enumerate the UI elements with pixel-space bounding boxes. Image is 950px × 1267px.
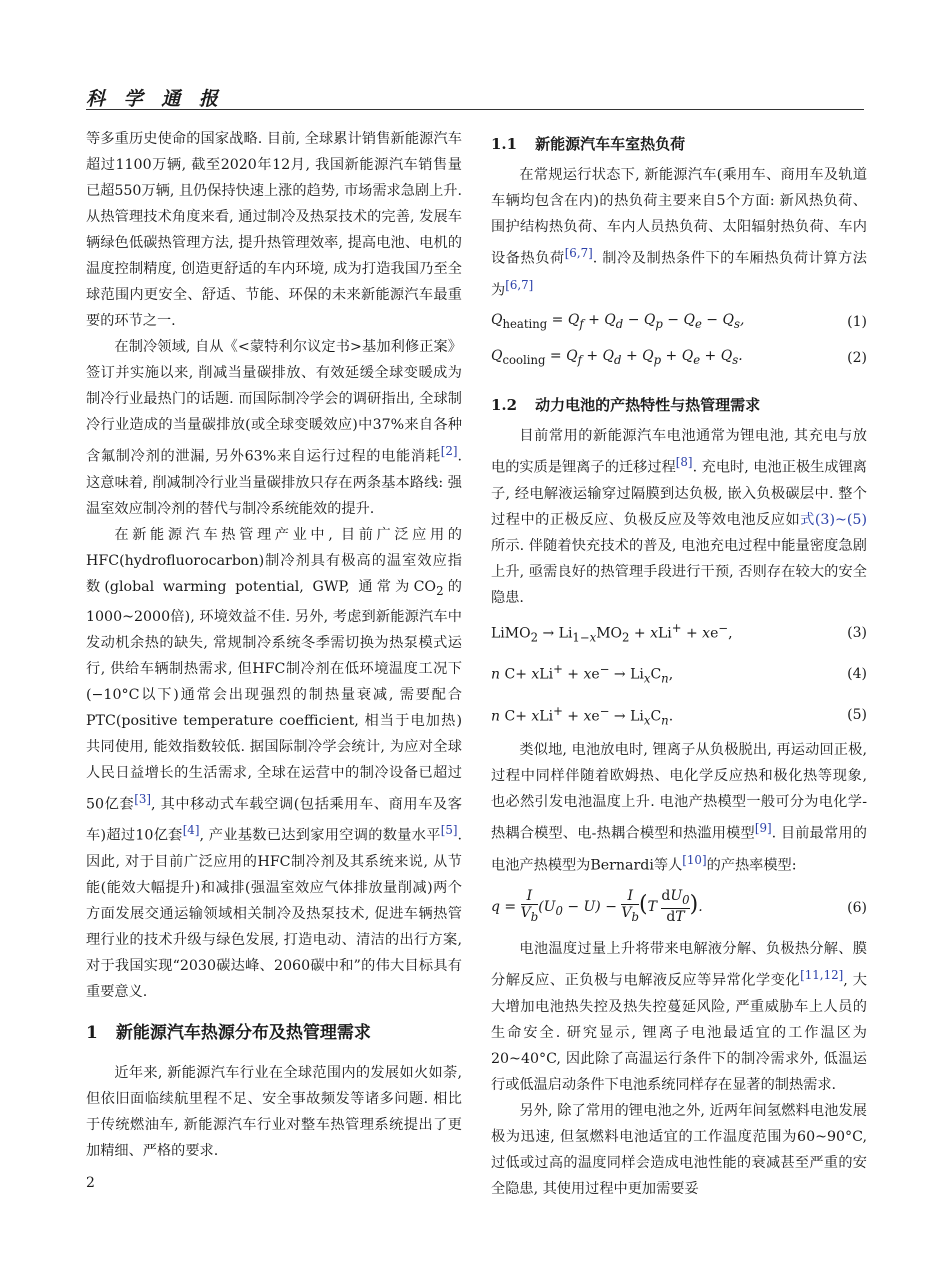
citation[interactable]: [3] [134,791,152,806]
paragraph: 类似地, 电池放电时, 锂离子从负极脱出, 再运动回正极, 过程中同样伴随着欧姆热、电化学反应热和极化热等现象, 也必然引发电池温度上升. 电池产热模型一般可分为电化学-热耦合模型、电-热耦合模型和热滥用模型[9]. 目前最常用的电池产热模型为Bernardi等人[10]的产热率模型: [491,742,867,874]
paragraph: 近年来, 新能源汽车行业在全球范围内的发展如火如荼, 但依旧面临续航里程不足、安全事故频发等诸多问题. 相比于传统燃油车, 新能源汽车行业对整车热管理系统提出了更加精细、严格的要求. [86,1065,462,1160]
citation[interactable]: [2] [440,444,458,458]
header-rule [86,109,864,110]
equation-4: n $C+ xLi^+ + xe^- \to Li_xC_n$, (4) [491,662,867,686]
page-number: 2 [86,1175,95,1191]
paragraph: 另外, 除了常用的锂电池之外, 近两年间氢燃料电池发展极为迅速, 但氢燃料电池适宜的工作温度范围为60~90°C, 过低或过高的温度同样会造成电池性能的衰减甚至严重的安全隐患, 其使用过程中更加需要妥 [491,1103,867,1198]
subsection-heading: 1.2 动力电池的产热特性与热管理需求 [491,396,761,415]
subsection-heading: 1.1 新能源汽车车室热负荷 [491,135,686,153]
paragraph: 等多重历史使命的国家战略. 目前, 全球累计销售新能源汽车超过1100万辆, 截至2020年12月, 我国新能源汽车销售量已超550万辆, 且仍保持快速上涨的趋势, 市场需求急剧上升. 从热管理技术角度来看, 通过制冷及热泵技术的完善, 发展车辆绿色低碳热管理方法, 提升热管理效率, 提高电池、电机的温度控制精度, 创造更舒适的车内环境, 成为打造我国乃至全球范围内更安全、舒适、节能、环保的未来新能源汽车最重要的环节之一. [86,131,462,329]
citation[interactable]: [4] [182,823,200,838]
citation[interactable]: [6,7] [564,246,593,260]
citation[interactable]: [9] [754,821,772,836]
citation[interactable]: [5] [440,823,458,838]
equation-reference[interactable]: 式(3)~(5) [800,511,867,528]
equation-6: q = $\frac{I}{V_b}$ $(U_0 - U)$ − $\frac{I}{V_b}$ (T $\frac{dU_0}{dT}$ ). (6) [491,888,867,926]
section-heading: 1 新能源汽车热源分布及热管理需求 [86,1023,371,1044]
citation[interactable]: [8] [675,455,693,470]
paragraph: 目前常用的新能源汽车电池通常为锂电池, 其充电与放电的实质是锂离子的迁移过程[8]. 充电时, 电池正极生成锂离子, 经电解液运输穿过隔膜到达负极, 嵌入负极碳层中. 整个过程中的正极反应、负极反应及等效电池反应如式(3)~(5)所示. 伴随着快充技术的普及, 电池充电过程中能量密度急剧上升, 亟需良好的热管理手段进行干预, 否则存在较大的安全隐患. [491,428,867,606]
paragraph: 在常规运行状态下, 新能源汽车(乘用车、商用车及轨道车辆均包含在内)的热负荷主要来自5个方面: 新风热负荷、围护结构热负荷、车内人员热负荷、太阳辐射热负荷、车内设备热负荷[6,7]. 制冷及制热条件下的车厢热负荷计算方法为[6,7] [491,167,867,299]
citation[interactable]: [11,12] [800,968,844,983]
paragraph: 电池温度过量上升将带来电解液分解、负极热分解、膜分解反应、正负极与电解液反应等异常化学变化[11,12], 大大增加电池热失控及热失控蔓延风险, 严重威胁车上人员的生命安全. 研究显示, 锂离子电池最适宜的工作温区为20~40°C, 因此除了高温运行条件下的制冷需求外, 低温运行或低温启动条件下电池系统同样存在显著的制热需求. [491,941,867,1094]
equation-3: LiMO$_2$ → $Li_{1-x}MO_2 + xLi^+ + xe^-$, (3) [491,620,867,645]
equation-2: $Q_{cooling} = Q_f + Q_d + Q_p + Q_e + Q_s$. (2) [491,348,867,368]
journal-header: 科 学 通 报 [86,88,224,110]
paragraph: 在制冷领域, 自从《<蒙特利尔议定书>基加利修正案》签订并实施以来, 削减当量碳排放、有效延缓全球变暖成为制冷行业最热门的话题. 而国际制冷学会的调研指出, 全球制冷行业造成的当量碳排放(或全球变暖效应)中37%来自各种含氟制冷剂的泄漏, 另外63%来自运行过程的电能消耗[2]. 这意味着, 削减制冷行业当量碳排放只存在两条基本路线: 强温室效应制冷剂的替代与制冷系统能效的提升. [86,339,462,517]
right-column [491,126,867,1202]
citation[interactable]: [6,7] [505,277,534,292]
equation-1: $Q_{heating} = Q_f + Q_d - Q_p - Q_e - Q_s$, (1) [491,312,867,332]
left-column [86,126,462,1164]
paragraph: 在新能源汽车热管理产业中, 目前广泛应用的HFC(hydrofluorocarbon)制冷剂具有极高的温室效应指数(global warming potential, GWP, 通常为$CO_2$的1000~2000倍), 环境效益不佳. 另外, 考虑到新能源汽车中发动机余热的缺失, 常规制冷系统冬季需切换为热泵模式运行, 供给车辆制热需求, 但HFC制冷剂在低环境温度工况下(−10°C以下)通常会出现强烈的制热量衰减, 需要配合PTC(positive temperature coefficient, 相当于电加热)共同使用, 能效指数较低. 据国际制冷学会统计, 为应对全球人民日益增长的生活需求, 全球在运营中的制冷设备已超过50亿套[3], 其中移动式车载空调(包括乘用车、商用车及客车)超过10亿套[4], 产业基数已达到家用空调的数量水平[5]. 因此, 对于目前广泛应用的HFC制冷剂及其系统来说, 从节能(能效大幅提升)和减排(强温室效应气体排放量削减)两个方面发展交通运输领域相关制冷及热泵技术, 促进车辆热管理行业的技术升级与绿色发展, 打造电动、清洁的出行方案, 对于我国实现“2030碳达峰、2060碳中和”的伟大目标具有重要意义. [86,526,462,1001]
citation[interactable]: [10] [682,852,707,867]
equation-5: n $C+ xLi^+ + xe^- \to Li_xC_n$. (5) [491,703,867,728]
